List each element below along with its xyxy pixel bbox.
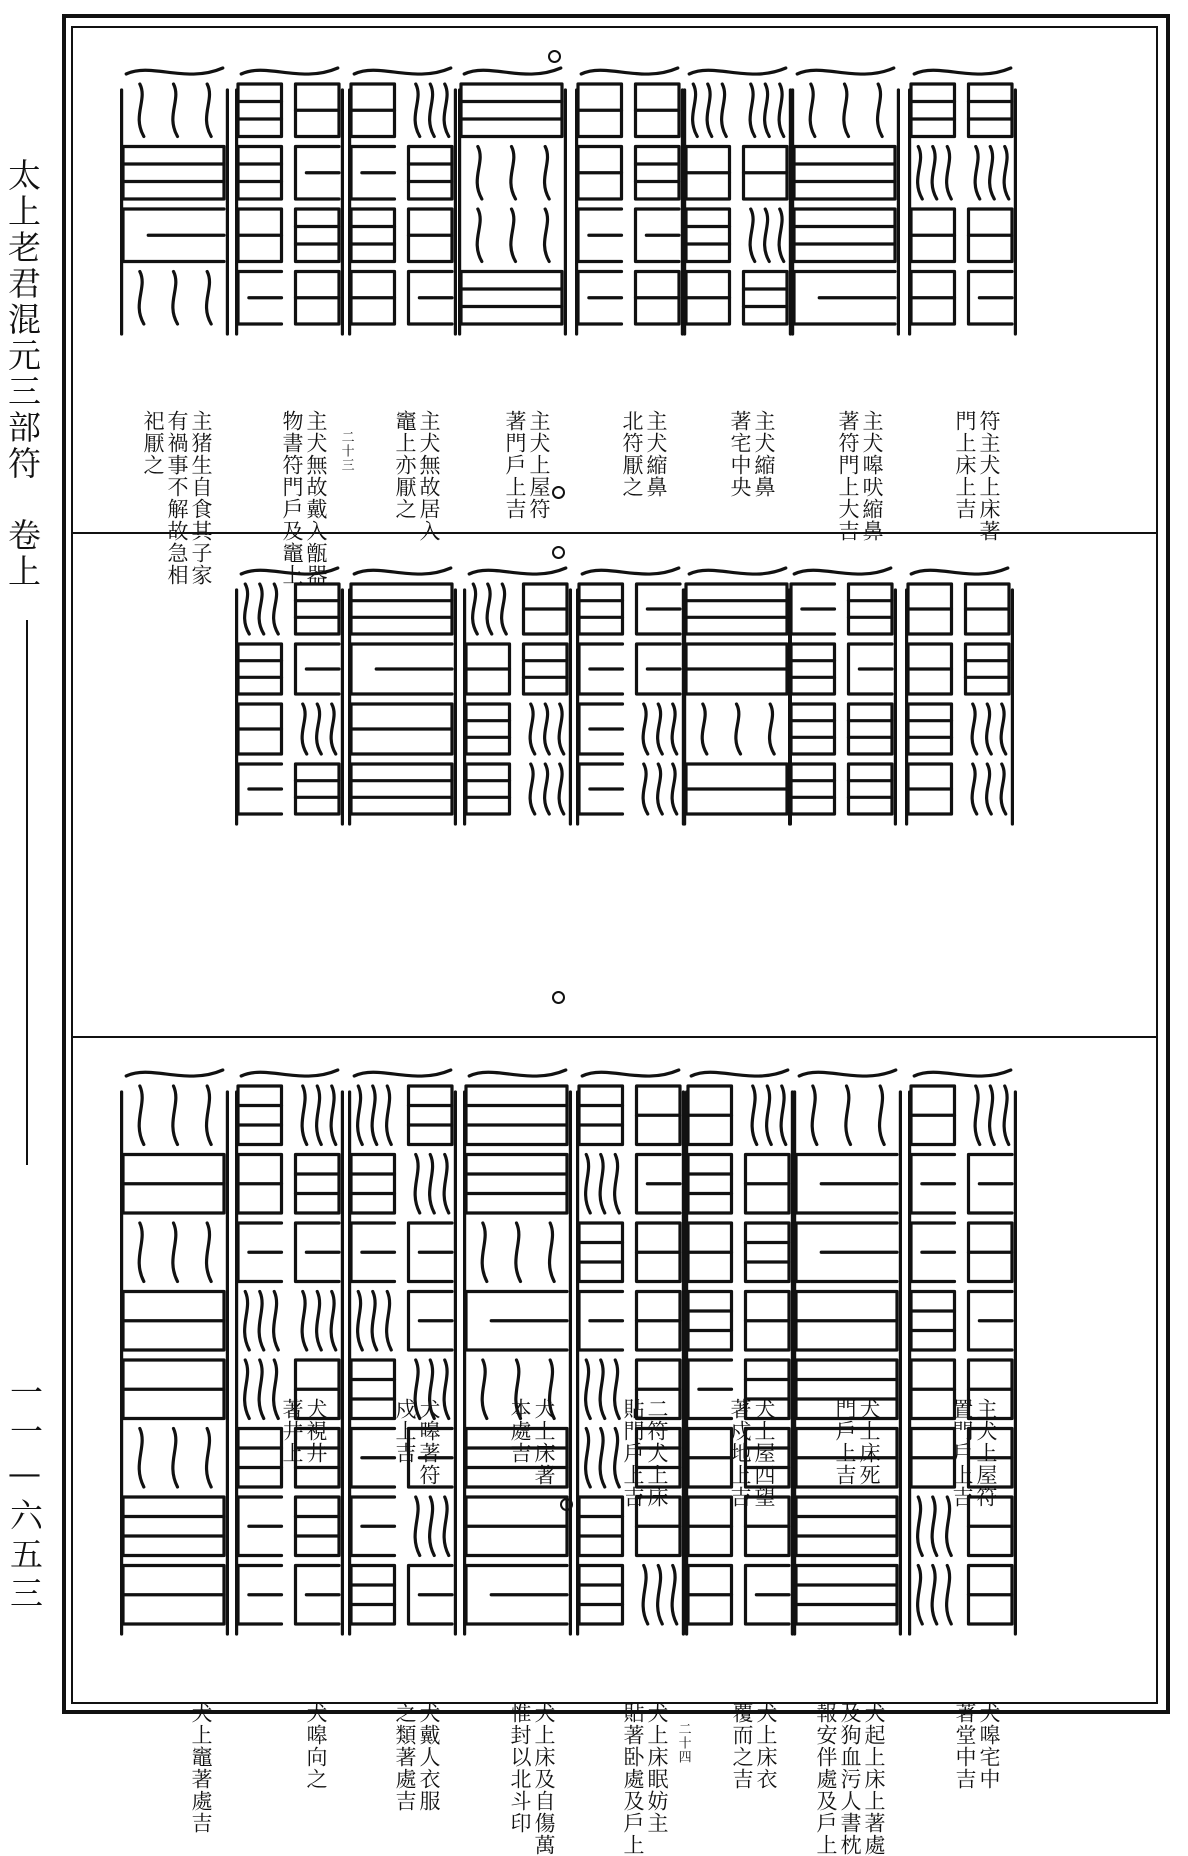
talisman-caption: 主猪生自食其子家 — [189, 410, 213, 586]
talisman-glyph — [572, 60, 687, 340]
talisman-caption: 著堂中吉 — [953, 1702, 977, 1790]
talisman-glyph — [117, 1062, 232, 1640]
talisman-glyph — [460, 560, 575, 830]
talisman-glyph — [790, 1062, 905, 1640]
talisman-glyph — [682, 1062, 797, 1640]
band-divider — [71, 1036, 1158, 1038]
talisman-caption: 竈上亦厭之 — [393, 410, 417, 520]
talisman-caption: 主犬無故居入 — [417, 410, 441, 542]
talisman-glyph — [573, 560, 688, 830]
talisman-caption: 置門戶上吉 — [950, 1398, 974, 1508]
circle-marker — [552, 991, 565, 1004]
talisman-caption: 祀厭之 — [141, 410, 165, 476]
talisman-caption: 物書符門戶及竈上 — [280, 410, 304, 586]
talisman-caption: 主犬無故戴入甑器 — [304, 410, 328, 586]
talisman-glyph — [232, 560, 347, 830]
talisman-glyph — [905, 60, 1020, 340]
talisman-caption: 主犬上屋符 — [974, 1398, 998, 1508]
talisman-caption: 覆而之吉 — [730, 1702, 754, 1790]
talisman-glyph — [905, 1062, 1020, 1640]
talisman-caption: 符主犬上床著 — [977, 410, 1001, 542]
talisman-glyph — [345, 560, 460, 830]
talisman-glyph — [345, 1062, 460, 1640]
talisman-caption: 有禍事不解故急相 — [165, 410, 189, 586]
talisman-caption: 北符厭之 — [620, 410, 644, 498]
talisman-caption: 犬上床著 — [532, 1398, 556, 1486]
talisman-caption: 主犬縮鼻 — [752, 410, 776, 498]
talisman-caption: 著門戶上吉 — [503, 410, 527, 520]
talisman-caption: 貼門戶上吉 — [621, 1398, 645, 1508]
talisman-glyph — [902, 560, 1017, 830]
talisman-caption: 著宅中央 — [728, 410, 752, 498]
talisman-caption: 犬嗥宅中 — [977, 1702, 1001, 1790]
circle-marker — [552, 546, 565, 559]
talisman-caption: 犬上床及自傷萬 — [532, 1702, 556, 1856]
talisman-caption: 主犬上屋符 — [527, 410, 551, 520]
talisman-glyph — [680, 560, 795, 830]
talisman-glyph — [232, 1062, 347, 1640]
talisman-caption: 犬上床死 — [857, 1398, 881, 1486]
talisman-caption: 著井上 — [280, 1398, 304, 1464]
talisman-glyph — [232, 60, 347, 340]
talisman-caption: 著戍地上吉 — [728, 1398, 752, 1508]
talisman-note: 二十三 — [338, 430, 354, 472]
talisman-caption: 門上床上吉 — [953, 410, 977, 520]
talisman-caption: 二符犬上床 — [645, 1398, 669, 1508]
talisman-caption: 戍上吉 — [393, 1398, 417, 1464]
talisman-caption: 犬起上床上著處 — [862, 1702, 886, 1856]
talisman-caption: 犬上床衣 — [754, 1702, 778, 1790]
talisman-glyph — [785, 560, 900, 830]
talisman-caption: 及狗血污人書枕 — [838, 1702, 862, 1856]
talisman-caption: 本處吉 — [508, 1398, 532, 1464]
talisman-caption: 犬上竈著處吉 — [189, 1702, 213, 1834]
talisman-note: 二十四 — [675, 1722, 691, 1764]
talisman-glyph — [680, 60, 795, 340]
talisman-caption: 犬視井 — [304, 1398, 328, 1464]
talisman-glyph — [455, 60, 570, 340]
talisman-caption: 主犬縮鼻 — [644, 410, 668, 498]
page-number: 一一—六五三 — [5, 1375, 44, 1615]
talisman-caption: 門戶上吉 — [833, 1398, 857, 1486]
talisman-caption: 報安伴處及戶上 — [814, 1702, 838, 1856]
talisman-glyph — [345, 60, 460, 340]
talisman-glyph — [573, 1062, 688, 1640]
talisman-caption: 貼著卧處及戶上 — [621, 1702, 645, 1856]
talisman-caption: 犬上床眠妨主 — [645, 1702, 669, 1834]
talisman-glyph — [460, 1062, 575, 1640]
talisman-glyph — [788, 60, 903, 340]
talisman-caption: 犬戴人衣服 — [417, 1702, 441, 1812]
margin-rule — [26, 620, 28, 1165]
talisman-caption: 著符門上大吉 — [836, 410, 860, 542]
talisman-glyph — [117, 60, 232, 340]
talisman-caption: 犬嗥向之 — [304, 1702, 328, 1790]
talisman-caption: 惟封以北斗印 — [508, 1702, 532, 1834]
talisman-caption: 主犬嗥吠縮鼻 — [860, 410, 884, 542]
circle-marker — [552, 486, 565, 499]
talisman-caption: 之類著處吉 — [393, 1702, 417, 1812]
talisman-caption: 犬上屋四望 — [752, 1398, 776, 1508]
talisman-caption: 犬嗥著符 — [417, 1398, 441, 1486]
book-title: 太上老君混元三部符 卷上 — [3, 158, 42, 590]
